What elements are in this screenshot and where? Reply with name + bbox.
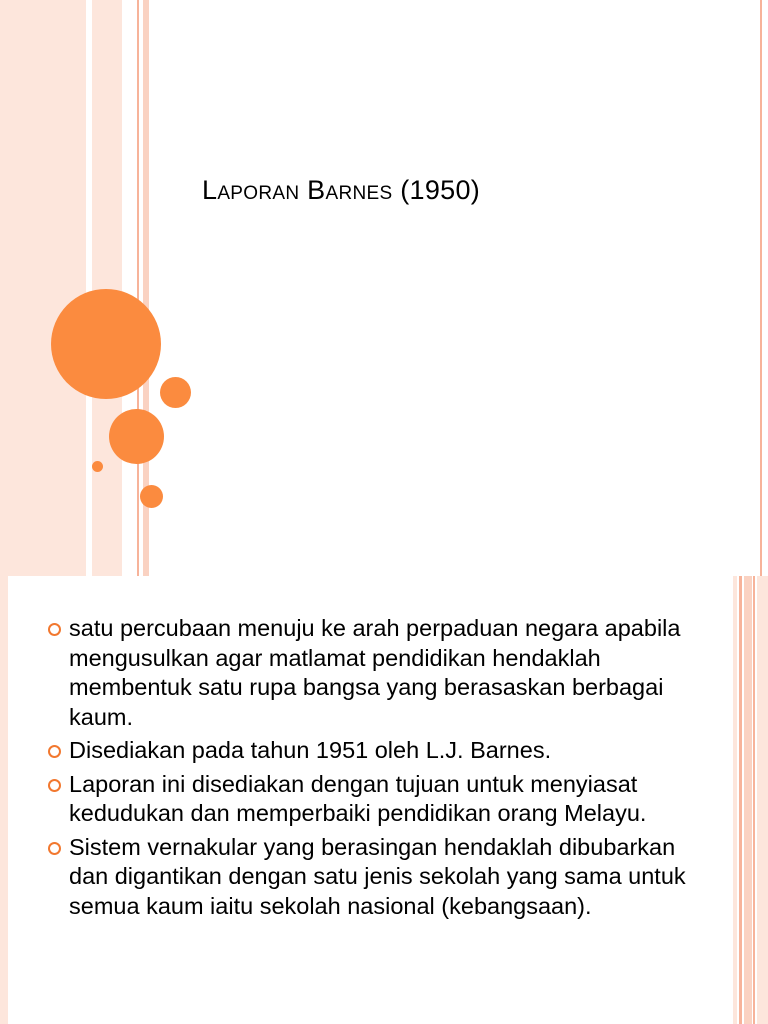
- ring-bullet-icon: [48, 842, 61, 855]
- decorative-band: [0, 576, 8, 1024]
- decorative-line: [137, 0, 139, 576]
- list-item: [46, 614, 706, 732]
- decorative-band: [757, 576, 768, 1024]
- decorative-circle-dot: [92, 461, 103, 472]
- decorative-circle-small: [140, 485, 163, 508]
- bullet-list: [46, 614, 706, 925]
- decorative-circle-small: [160, 377, 191, 408]
- decorative-line: [753, 576, 755, 1024]
- list-item: [46, 736, 706, 766]
- bullet-text: satu percubaan menuju ke arah perpaduan negara apabila mengusulkan agar matlamat pendidikan hendaklah membentuk satu rupa bangsa yang berasaskan berbagai kaum.: [69, 615, 681, 730]
- content-slide: [0, 576, 768, 1024]
- bullet-text: Laporan ini disediakan dengan tujuan untuk menyiasat kedudukan dan memperbaiki pendidikan orang Melayu.: [69, 770, 647, 826]
- bullet-text: Disediakan pada tahun 1951 oleh L.J. Barnes.: [69, 737, 552, 763]
- ring-bullet-icon: [48, 745, 61, 758]
- decorative-line: [739, 576, 742, 1024]
- decorative-band: [0, 0, 86, 576]
- list-item: [46, 770, 706, 829]
- slide-title: Laporan Barnes (1950): [202, 175, 481, 205]
- decorative-band: [744, 576, 752, 1024]
- decorative-line: [760, 0, 762, 576]
- decorative-band: [733, 576, 737, 1024]
- decorative-circle-large: [51, 289, 161, 399]
- ring-bullet-icon: [48, 623, 61, 636]
- decorative-circle-medium: [109, 409, 164, 464]
- decorative-band: [92, 0, 122, 576]
- list-item: [46, 833, 706, 922]
- ring-bullet-icon: [48, 779, 61, 792]
- bullet-text: Sistem vernakular yang berasingan hendaklah dibubarkan dan digantikan dengan satu jenis sekolah yang sama untuk semua kaum iaitu sekolah nasional (kebangsaan).: [69, 833, 686, 919]
